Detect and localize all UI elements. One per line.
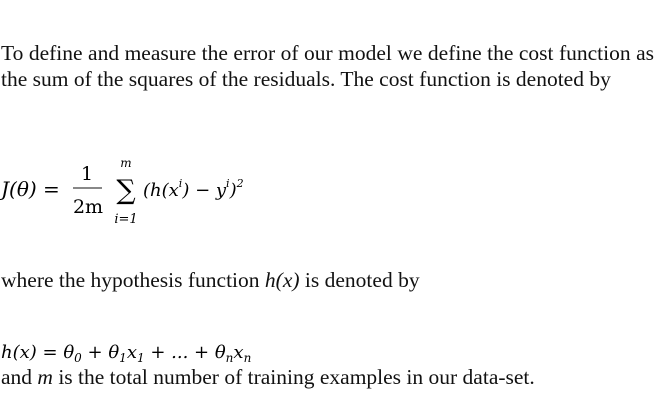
- intro-line-3: function is denoted by: [419, 67, 611, 91]
- cost-body-superscript-i: i: [178, 177, 183, 190]
- hyp-part-1: h(x) = θ: [1, 342, 75, 363]
- hypothesis-sentence: [1, 267, 420, 293]
- cost-lhs: J(θ) =: [1, 177, 60, 201]
- sum-lower-limit: i=1: [114, 212, 138, 227]
- hyp-part-2: + θ: [81, 342, 120, 363]
- hyp-part-3: x: [126, 342, 137, 363]
- hypothesis-equation: [0, 338, 320, 366]
- hypothesis-formula: [1, 342, 251, 365]
- fraction-denominator: 2m: [72, 196, 104, 218]
- closing-sentence: [1, 364, 535, 390]
- hypothesis-sentence-after: is denoted by: [299, 268, 420, 292]
- closing-sentence-before: and: [1, 365, 38, 389]
- sum-upper-limit: m: [120, 156, 132, 170]
- intro-line-1: To define and measure the error of our model we define the cost: [1, 41, 554, 65]
- hyp-sub-0: 0: [74, 351, 82, 365]
- cost-body-close: ): [229, 180, 237, 201]
- cost-body-middle: ) − y: [182, 180, 227, 201]
- hyp-sub-1b: 1: [136, 351, 145, 365]
- closing-term-m: m: [37, 365, 53, 389]
- cost-body: [143, 177, 244, 201]
- cost-body-open: (h(x: [143, 180, 179, 201]
- hyp-part-4: + ... + θ: [144, 342, 226, 363]
- intro-line-2: function as the sum of the squares of the residuals. The cost: [1, 41, 655, 91]
- fraction-numerator: 1: [80, 163, 94, 185]
- intro-paragraph: [1, 40, 654, 92]
- summation-symbol: ∑: [116, 175, 136, 206]
- cost-body-exponent: 2: [236, 177, 244, 190]
- hyp-part-5: x: [233, 342, 244, 363]
- hypothesis-sentence-before: where the hypothesis function: [1, 268, 265, 292]
- hyp-sub-nb: n: [243, 351, 252, 365]
- closing-sentence-after: is the total number of training examples in our data-set.: [52, 365, 535, 389]
- cost-body-superscript-i-2: i: [226, 177, 230, 190]
- hyp-sub-n: n: [225, 351, 234, 365]
- hypothesis-term: h(x): [264, 268, 300, 292]
- hyp-sub-1: 1: [119, 351, 127, 365]
- cost-function-equation: [0, 150, 320, 234]
